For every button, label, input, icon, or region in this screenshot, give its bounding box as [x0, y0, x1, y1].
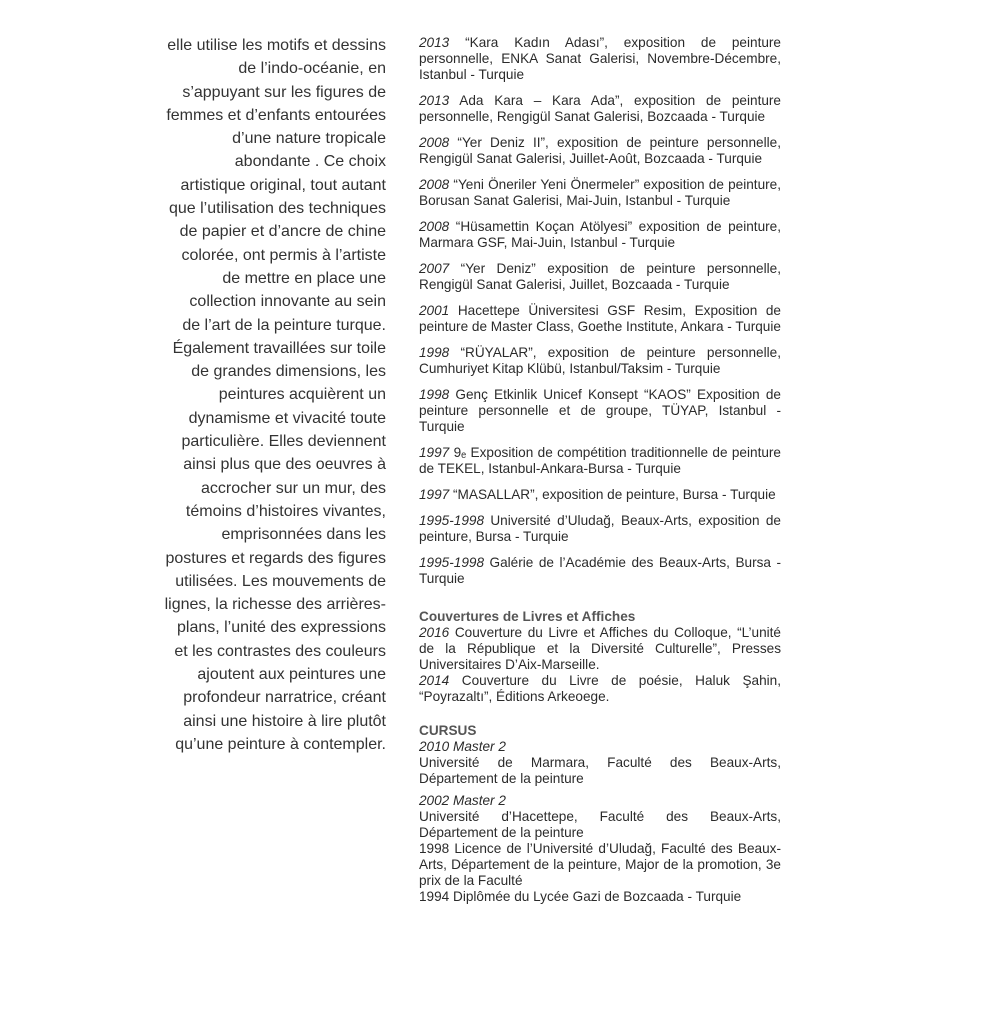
exhibition-year: 2007 — [419, 261, 450, 276]
bio-line: emprisonnées dans les — [221, 526, 386, 544]
exhibition-year: 2013 — [419, 35, 450, 50]
books-section-title: Couvertures de Livres et Affiches — [419, 609, 636, 624]
bio-line: plans, l’unité des expressions — [176, 619, 386, 637]
bio-line: lignes, la richesse des arrières- — [164, 596, 386, 614]
exhibition-item — [419, 345, 781, 377]
bio-line: témoins d’histoires vivantes, — [185, 502, 386, 520]
exhibition-text: Galérie de l’Académie des Beaux-Arts, Bursa - Turquie — [419, 555, 781, 586]
exhibition-year: 1998 — [419, 387, 450, 402]
bio-line: de papier et d’ancre de chine — [179, 223, 386, 241]
cursus-master1-text: Université de Marmara, Faculté des Beaux-Arts, Département de la peinture — [419, 755, 781, 786]
exhibition-year: 1995-1998 — [419, 513, 485, 528]
exhibition-year: 2013 — [419, 93, 450, 108]
exhibition-text: “Yer Deniz” exposition de peinture personnelle, Rengigül Sanat Galerisi, Juillet, Bozcaada - Turquie — [419, 261, 781, 292]
exhibition-item — [419, 445, 781, 477]
book-year: 2016 — [419, 625, 450, 640]
bio-line: abondante . Ce choix — [234, 153, 386, 171]
bio-line: artistique original, tout autant — [180, 176, 386, 194]
bio-line: d’une nature tropicale — [232, 130, 386, 148]
bio-line: Également travaillées sur toile — [172, 339, 386, 357]
cursus-master2-text: Université d’Hacettepe, Faculté des Beaux-Arts, Département de la peinture — [419, 809, 781, 840]
bio-line: que l’utilisation des techniques — [168, 200, 386, 218]
exhibition-year: 1995-1998 — [419, 555, 485, 570]
exhibition-year: 1997 — [419, 487, 450, 502]
exhibition-year: 2001 — [419, 303, 450, 318]
cursus-lycee: 1994 Diplômée du Lycée Gazi de Bozcaada - Turquie — [419, 889, 742, 904]
bio-line: ajoutent aux peintures une — [197, 666, 386, 684]
cursus-licence: 1998 Licence de l’Université d’Uludağ, Faculté des Beaux-Arts, Département de la peinture, Major de la promotion, 3e prix de la Faculté — [419, 841, 781, 888]
book-text: Couverture du Livre et Affiches du Colloque, “L’unité de la République et la Diversité Culturelle”, Presses Universitaires D’Aix-Marseille. — [419, 625, 781, 672]
cursus-list — [419, 739, 781, 905]
exhibition-text: “Yer Deniz II”, exposition de peinture personnelle, Rengigül Sanat Galerisi, Juillet-Août, Bozcaada - Turquie — [419, 135, 781, 166]
bio-line: postures et regards des figures — [165, 549, 386, 567]
exhibition-text: 9ₑ Exposition de compétition traditionnelle de peinture de TEKEL, Istanbul-Ankara-Bursa - Turquie — [419, 445, 781, 476]
exhibition-year: 2008 — [419, 135, 450, 150]
bio-line: dynamisme et vivacité toute — [188, 409, 386, 427]
exhibition-text: Hacettepe Üniversitesi GSF Resim, Exposition de peinture de Master Class, Goethe Institute, Ankara - Turquie — [419, 303, 781, 334]
exhibitions-list — [419, 35, 781, 587]
bio-line: accrocher sur un mur, des — [201, 479, 386, 497]
book-year: 2014 — [419, 673, 450, 688]
books-list — [419, 625, 781, 705]
bio-line: colorée, ont permis à l’artiste — [181, 246, 386, 264]
exhibition-item — [419, 303, 781, 335]
exhibition-item — [419, 135, 781, 167]
exhibition-item — [419, 35, 781, 83]
bio-line: particulière. Elles deviennent — [181, 433, 386, 451]
bio-line: qu’une peinture à contempler. — [175, 735, 386, 753]
bio-line: de grandes dimensions, les — [191, 363, 386, 381]
exhibition-year: 1998 — [419, 345, 450, 360]
exhibition-year: 1997 — [419, 445, 450, 460]
exhibition-text: “RÜYALAR”, exposition de peinture personnelle, Cumhuriyet Kitap Klübü, Istanbul/Taksim - Turquie — [419, 345, 781, 376]
biography-text — [146, 34, 386, 756]
cv-column — [419, 35, 781, 905]
bio-line: femmes et d’enfants entourées — [166, 106, 386, 124]
exhibition-text: “Yeni Öneriler Yeni Önermeler” exposition de peinture, Borusan Sanat Galerisi, Mai-Juin, Istanbul - Turquie — [419, 177, 781, 208]
exhibition-text: “Hüsamettin Koçan Atölyesi” exposition de peinture, Marmara GSF, Mai-Juin, Istanbul - Turquie — [419, 219, 781, 250]
cursus-master2-year: 2002 Master 2 — [419, 793, 506, 808]
bio-line: elle utilise les motifs et dessins — [167, 37, 386, 54]
bio-line: et les contrastes des couleurs — [174, 642, 386, 660]
exhibition-text: Université d’Uludağ, Beaux-Arts, exposition de peinture, Bursa - Turquie — [419, 513, 781, 544]
exhibition-item — [419, 93, 781, 125]
exhibition-item — [419, 261, 781, 293]
cursus-section-title: CURSUS — [419, 723, 477, 738]
exhibition-text: “MASALLAR”, exposition de peinture, Bursa - Turquie — [449, 487, 776, 502]
bio-line: ainsi plus que des oeuvres à — [183, 456, 386, 474]
exhibition-item — [419, 487, 781, 503]
bio-line: de l’art de la peinture turque. — [182, 316, 386, 334]
bio-line: ainsi une histoire à lire plutôt — [183, 712, 386, 730]
exhibition-text: Genç Etkinlik Unicef Konsept “KAOS” Exposition de peinture personnelle et de groupe, TÜYAP, Istanbul - Turquie — [419, 387, 781, 434]
bio-line: collection innovante au sein — [189, 293, 386, 311]
exhibition-item — [419, 513, 781, 545]
exhibition-year: 2008 — [419, 219, 450, 234]
book-text: Couverture du Livre de poésie, Haluk Şahin, “Poyrazaltı”, Éditions Arkeoege. — [419, 673, 781, 704]
bio-line: utilisées. Les mouvements de — [175, 572, 386, 590]
exhibition-item — [419, 219, 781, 251]
bio-line: de mettre en place une — [222, 269, 386, 287]
exhibition-text: “Kara Kadın Adası”, exposition de peinture personnelle, ENKA Sanat Galerisi, Novembre-Décembre, Istanbul - Turquie — [419, 35, 781, 82]
book-item — [419, 673, 781, 705]
exhibition-item — [419, 387, 781, 435]
exhibition-item — [419, 177, 781, 209]
cursus-master1-year: 2010 Master 2 — [419, 739, 506, 754]
book-item — [419, 625, 781, 673]
bio-line: profondeur narratrice, créant — [183, 689, 386, 707]
exhibition-text: Ada Kara – Kara Ada”, exposition de peinture personnelle, Rengigül Sanat Galerisi, Bozcaada - Turquie — [419, 93, 781, 124]
bio-line: s’appuyant sur les figures de — [182, 83, 386, 101]
bio-line: peintures acquièrent un — [218, 386, 386, 404]
bio-line: de l’indo-océanie, en — [238, 60, 386, 78]
exhibition-year: 2008 — [419, 177, 450, 192]
exhibition-item — [419, 555, 781, 587]
